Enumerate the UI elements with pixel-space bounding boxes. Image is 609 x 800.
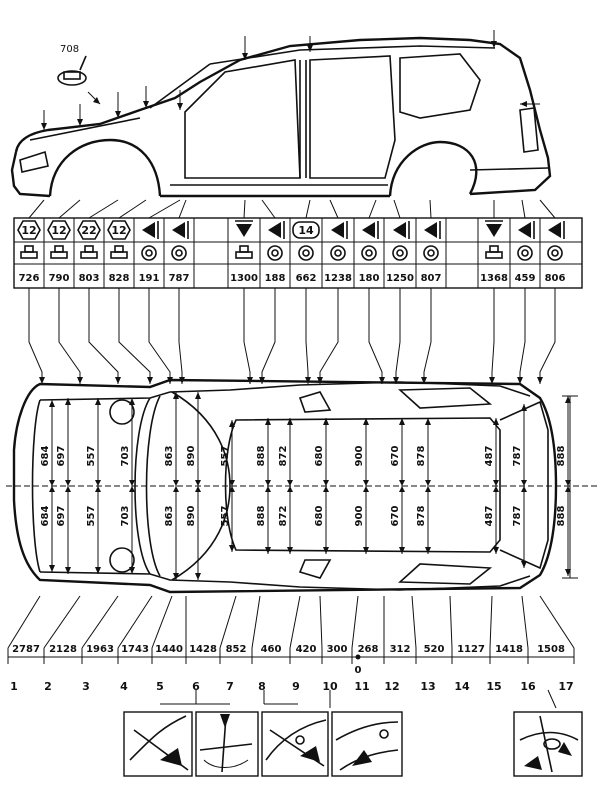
height-value: 191 <box>138 273 160 284</box>
detail-insets <box>124 690 582 776</box>
height-value: 1238 <box>324 273 352 284</box>
longitudinal-value: 520 <box>423 644 445 655</box>
origin-label: 0 <box>354 665 362 676</box>
width-value-lower: 703 <box>120 505 131 527</box>
point-numbers <box>10 680 573 693</box>
height-value: 662 <box>295 273 317 284</box>
height-value: 1300 <box>230 273 258 284</box>
point-number: 1 <box>10 680 18 693</box>
point-number: 14 <box>454 680 470 693</box>
car-top-view <box>6 380 600 592</box>
width-value-lower: 487 <box>484 505 495 527</box>
width-value-lower: 878 <box>416 505 427 527</box>
point-number: 9 <box>292 680 300 693</box>
detail-inset-5 <box>514 712 582 776</box>
longitudinal-value: 312 <box>389 644 411 655</box>
detail-inset-2 <box>196 712 258 776</box>
fastener-size-label: 12 <box>111 224 127 237</box>
point-number: 10 <box>322 680 338 693</box>
width-value-upper: 888 <box>556 445 567 467</box>
width-value-upper: 684 <box>40 445 51 467</box>
width-value-upper: 680 <box>314 445 325 467</box>
height-value: 180 <box>358 273 380 284</box>
longitudinal-dimensions <box>8 596 574 676</box>
height-value: 828 <box>108 273 130 284</box>
detail-inset-3 <box>262 712 328 776</box>
height-value: 806 <box>544 273 566 284</box>
width-value-lower: 557 <box>220 505 231 527</box>
point-number: 12 <box>384 680 400 693</box>
height-value: 726 <box>18 273 40 284</box>
width-value-lower: 697 <box>56 505 67 527</box>
width-value-upper: 863 <box>164 445 175 467</box>
height-value: 1368 <box>480 273 508 284</box>
width-value-lower: 787 <box>512 505 523 527</box>
width-value-upper: 703 <box>120 445 131 467</box>
width-value-upper: 557 <box>220 445 231 467</box>
width-value-lower: 680 <box>314 505 325 527</box>
width-value-lower: 888 <box>256 505 267 527</box>
longitudinal-value: 1963 <box>86 644 114 655</box>
width-value-upper: 872 <box>278 445 289 467</box>
callout-label: 708 <box>60 44 80 55</box>
longitudinal-value: 1440 <box>155 644 183 655</box>
jack-pad-callout <box>58 44 100 104</box>
longitudinal-value: 300 <box>326 644 348 655</box>
width-value-upper: 890 <box>186 445 197 467</box>
width-value-lower: 863 <box>164 505 175 527</box>
point-number: 3 <box>82 680 90 693</box>
height-value: 459 <box>514 273 536 284</box>
point-number: 6 <box>192 680 200 693</box>
longitudinal-value: 420 <box>295 644 317 655</box>
width-value-upper: 487 <box>484 445 495 467</box>
height-value: 1250 <box>386 273 414 284</box>
width-value-upper: 888 <box>256 445 267 467</box>
fastener-size-label: 22 <box>81 224 97 237</box>
point-number: 16 <box>520 680 536 693</box>
longitudinal-value: 1127 <box>457 644 485 655</box>
car-side-view <box>12 30 550 196</box>
width-value-upper: 900 <box>354 445 365 467</box>
longitudinal-value: 852 <box>225 644 247 655</box>
longitudinal-value: 1418 <box>495 644 523 655</box>
fastener-size-label: 14 <box>298 224 314 237</box>
measurement-table <box>14 218 582 288</box>
point-number: 17 <box>558 680 574 693</box>
detail-inset-1 <box>124 712 192 776</box>
longitudinal-value: 268 <box>357 644 379 655</box>
point-number: 11 <box>354 680 370 693</box>
longitudinal-value: 1508 <box>537 644 565 655</box>
width-value-upper: 670 <box>390 445 401 467</box>
width-value-lower: 890 <box>186 505 197 527</box>
height-value: 790 <box>48 273 70 284</box>
width-value-lower: 670 <box>390 505 401 527</box>
point-number: 5 <box>156 680 164 693</box>
width-value-lower: 900 <box>354 505 365 527</box>
point-number: 4 <box>120 680 128 693</box>
point-number: 8 <box>258 680 266 693</box>
point-number: 13 <box>420 680 436 693</box>
fastener-size-label: 12 <box>51 224 67 237</box>
longitudinal-value: 1743 <box>121 644 149 655</box>
longitudinal-value: 1428 <box>189 644 217 655</box>
width-value-lower: 684 <box>40 505 51 527</box>
longitudinal-value: 2128 <box>49 644 77 655</box>
longitudinal-value: 460 <box>260 644 282 655</box>
width-value-upper: 697 <box>56 445 67 467</box>
width-value-lower: 888 <box>556 505 567 527</box>
height-value: 803 <box>78 273 100 284</box>
height-value: 188 <box>264 273 286 284</box>
width-value-upper: 878 <box>416 445 427 467</box>
width-value-upper: 787 <box>512 445 523 467</box>
height-value: 787 <box>168 273 190 284</box>
point-number: 15 <box>486 680 502 693</box>
point-number: 7 <box>226 680 234 693</box>
width-value-upper: 557 <box>86 445 97 467</box>
width-value-lower: 557 <box>86 505 97 527</box>
height-value: 807 <box>420 273 442 284</box>
width-value-lower: 872 <box>278 505 289 527</box>
longitudinal-value: 2787 <box>12 644 40 655</box>
point-number: 2 <box>44 680 52 693</box>
fastener-size-label: 12 <box>21 224 37 237</box>
detail-inset-4 <box>332 712 402 776</box>
